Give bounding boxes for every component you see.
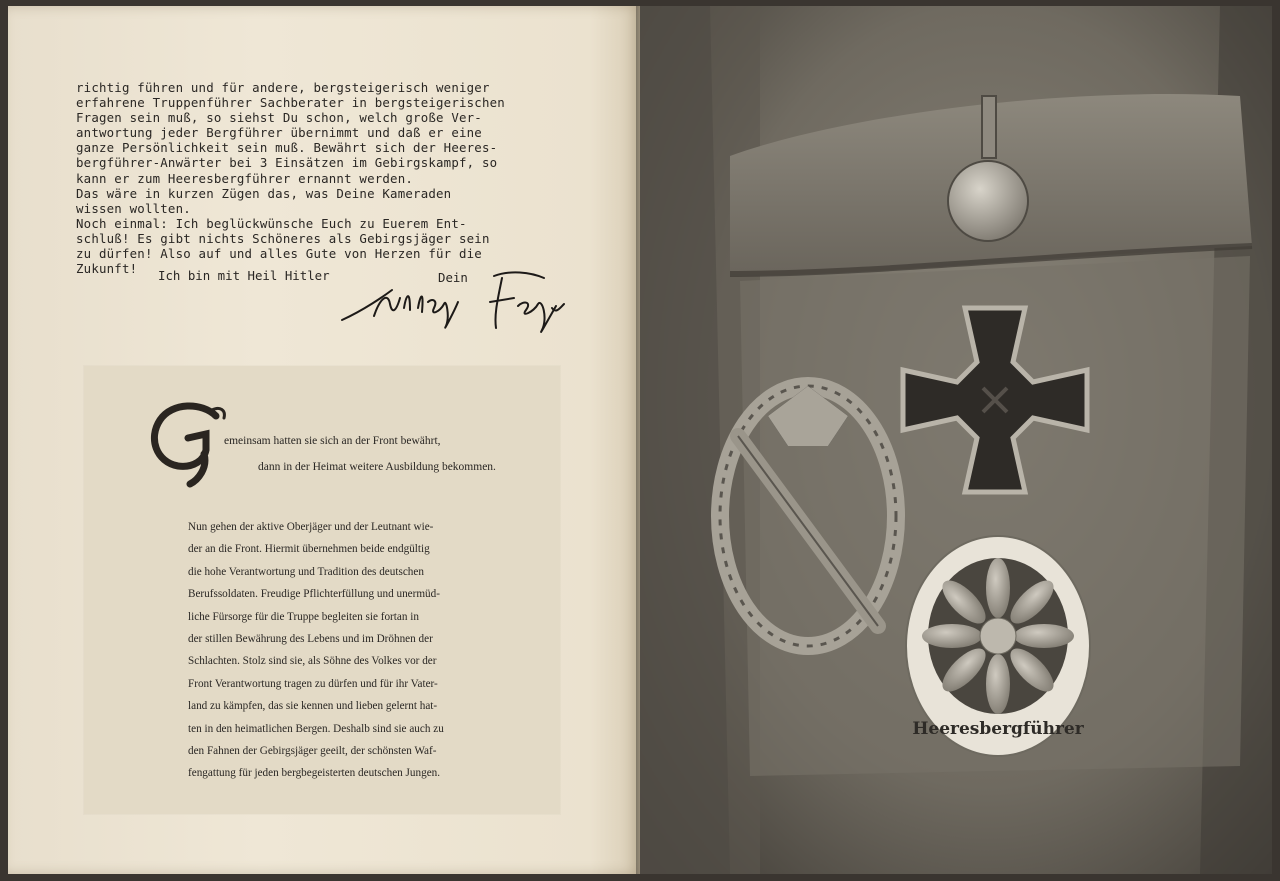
article-line: ten in den heimatlichen Bergen. Deshalb sind sie auch zu	[188, 722, 444, 735]
letter-line: antwortung jeder Bergführer übernimmt und daß er eine	[76, 125, 482, 141]
letter-dein: Dein	[438, 270, 468, 285]
article-line: Schlachten. Stolz sind sie, als Söhne des Volkes vor der	[188, 655, 437, 668]
handwritten-signature	[334, 268, 574, 340]
letter-line: wissen wollten.	[76, 200, 191, 216]
article-line: Front Verantwortung tragen zu dürfen und für ihr Vater-	[188, 677, 438, 690]
article-line: den Fahnen der Gebirgsjäger geeilt, der schönsten Waf-	[188, 745, 437, 758]
article-line: Nun gehen der aktive Oberjäger und der Leutnant wie-	[188, 521, 434, 533]
letter-line: kann er zum Heeresbergführer ernannt werden.	[76, 170, 414, 186]
mountain-guide-badge-icon	[906, 536, 1090, 756]
article-panel	[84, 366, 560, 814]
letter-line: bergführer-Anwärter bei 3 Einsätzen im Gebirgskampf, so	[76, 155, 498, 171]
right-page-photo	[640, 6, 1272, 874]
article-lead-line-2: dann in der Heimat weitere Ausbildung bekommen.	[258, 461, 496, 473]
article-line: Berufssoldaten. Freudige Pflichterfüllung und unermüd-	[188, 588, 440, 601]
article-lead-line-1: emeinsam hatten sie sich an der Front bewährt,	[224, 435, 441, 447]
letter-line: erfahrene Truppenführer Sachberater in bergsteigerischen	[76, 95, 505, 111]
article-line: der stillen Bewährung des Lebens und im Dröhnen der	[188, 633, 433, 646]
article-line: fengattung für jeden bergbegeisterten deutschen Jungen.	[188, 767, 441, 780]
article-line: liche Fürsorge für die Truppe begleiten sie fortan in	[188, 610, 419, 623]
uniform-photo	[640, 6, 1272, 874]
letter-line: schluß! Es gibt nichts Schöneres als Gebirgsjäger sein	[76, 230, 490, 246]
article-body	[188, 516, 488, 785]
article-line: land zu kämpfen, das sie kennen und lieben gelernt hat-	[188, 700, 438, 713]
button-loop	[982, 96, 996, 158]
letter-line: richtig führen und für andere, bergsteigerisch weniger	[76, 80, 490, 95]
article-line: der an die Front. Hiermit übernehmen beide endgültig	[188, 543, 430, 556]
letter-line: Fragen sein muß, so siehst Du schon, welch große Ver-	[76, 110, 482, 126]
decorative-initial-g	[142, 388, 232, 488]
letter-line: Das wäre in kurzen Zügen das, was Deine Kameraden	[76, 185, 452, 201]
article-line: die hohe Verantwortung und Tradition des deutschen	[188, 565, 424, 578]
badge-inscription: Heeresbergführer	[912, 719, 1084, 739]
letter-line: zu dürfen! Also auf und alles Gute von Herzen für die	[76, 246, 482, 262]
pocket-button	[948, 161, 1028, 241]
letter-line: ganze Persönlichkeit sein muß. Bewährt sich der Heeres-	[76, 140, 498, 156]
letter-line: Noch einmal: Ich beglückwünsche Euch zu Euerem Ent-	[76, 215, 467, 231]
left-page	[8, 6, 640, 874]
typewritten-letter	[76, 80, 596, 276]
letter-closing: Ich bin mit Heil Hitler	[158, 268, 330, 283]
letter-line: Zukunft!	[76, 261, 138, 277]
